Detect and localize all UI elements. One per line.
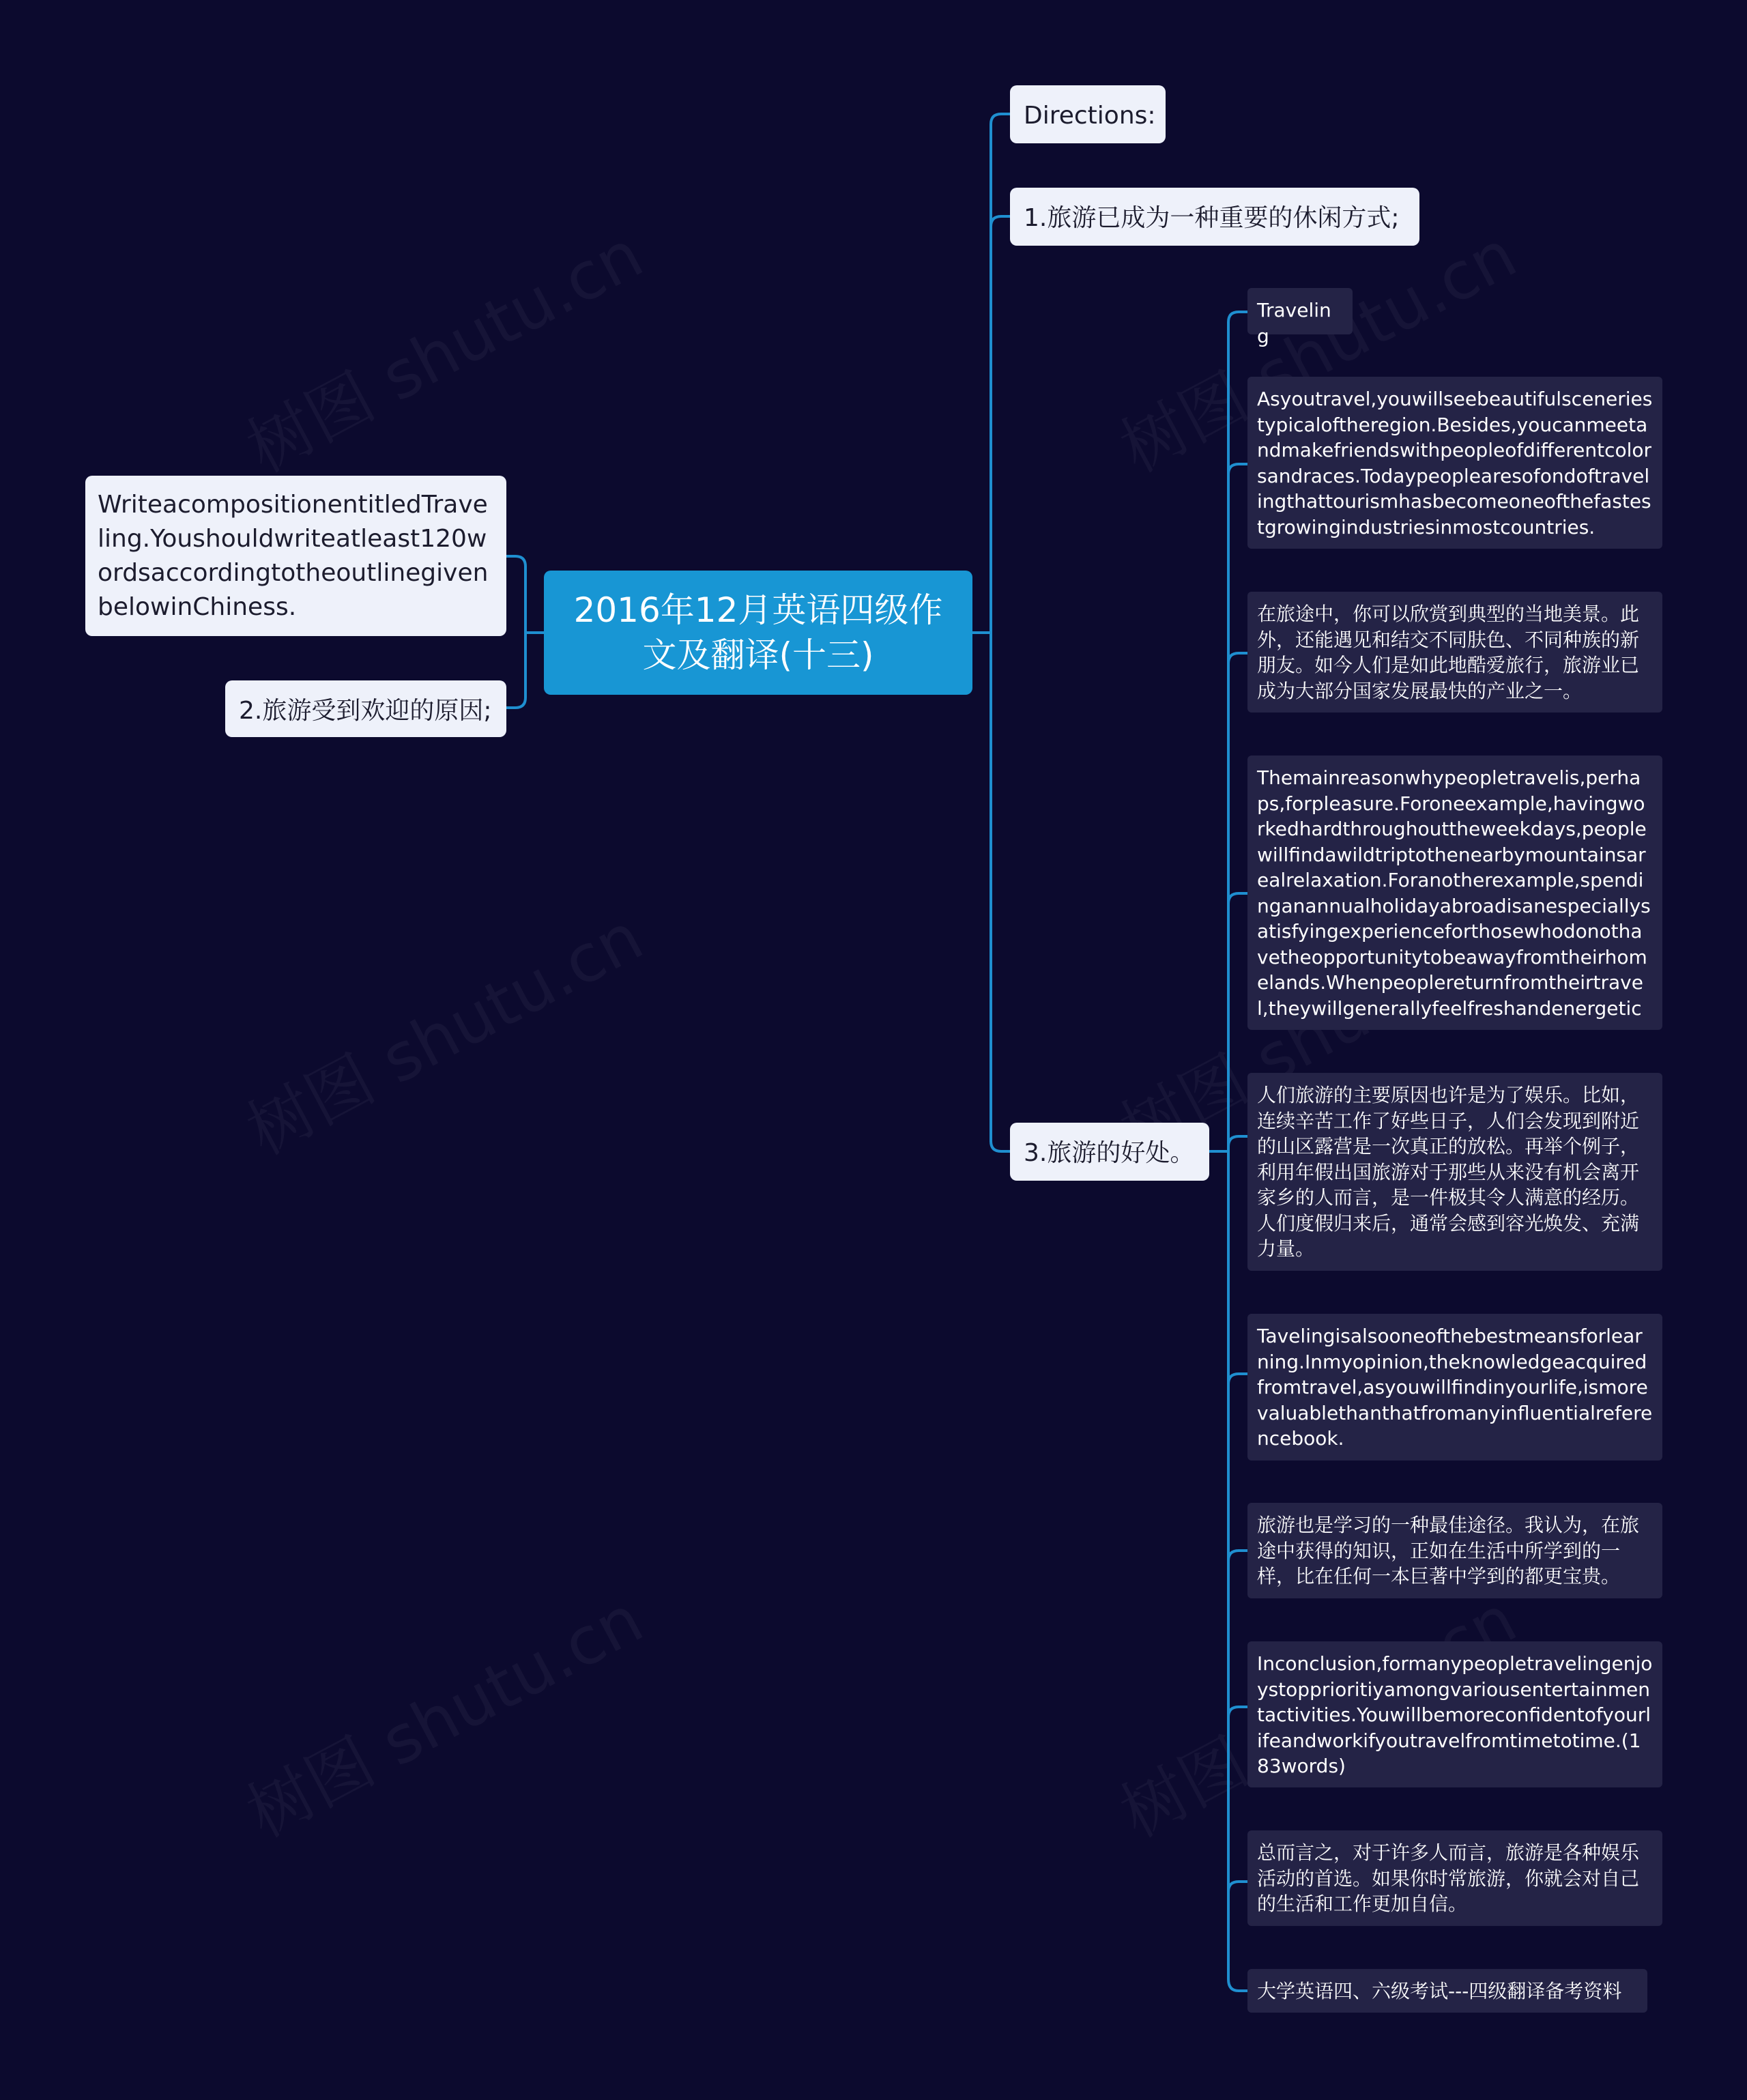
topic-writing-prompt[interactable]: WriteacompositionentitledTraveling.Youshouldwriteatleast120wordsaccordingtotheoutlinegivenbelowinChiness. [85,476,506,636]
connector-detail [1228,1551,1247,1561]
connector-point3 [991,1141,1010,1151]
connector-detail [1228,653,1247,663]
detail-paragraph-cn[interactable]: 旅游也是学习的一种最佳途径。我认为，在旅途中获得的知识，正如在生活中所学到的一样，比在任何一本巨著中学到的都更宝贵。 [1247,1503,1662,1598]
detail-paragraph-en[interactable]: Themainreasonwhypeopletravelis,perhaps,forpleasure.Foroneexample,havingworkedhardthroughouttheweekdays,peoplewillfindawildtriptothenearbymountainsarealrelaxation.Foranotherexample,spendinganannualholidayabroadisanespeciallysatisfyingexperienceforthosewhodonothavetheopportunitytobeawayfromtheirhomelands.Whenpeoplereturnfromtheirtravel,theywillgenerallyfeelfreshandenergetic [1247,756,1662,1030]
connector-detail [1228,1707,1247,1717]
connector-detail [1228,1136,1247,1147]
detail-traveling-title[interactable]: Traveling [1247,288,1353,334]
topic-point3[interactable]: 3.旅游的好处。 [1010,1123,1209,1181]
detail-paragraph-en[interactable]: Asyoutravel,youwillseebeautifulsceneriestypicaloftheregion.Besides,youcanmeetandmakefriendswithpeopleofdifferentcolorsandraces.Todaypeoplearesofondoftravelingthattourismhasbecomeoneofthefastestgrowingindustriesinmostcountries. [1247,377,1662,549]
topic-point1[interactable]: 1.旅游已成为一种重要的休闲方式; [1010,188,1419,246]
detail-paragraph-cn[interactable]: 在旅途中，你可以欣赏到典型的当地美景。此外，还能遇见和结交不同肤色、不同种族的新朋友。如今人们是如此地酷爱旅行，旅游业已成为大部分国家发展最快的产业之一。 [1247,592,1662,713]
detail-paragraph-en[interactable]: Inconclusion,formanypeopletravelingenjoystopprioritiyamongvariousentertainmentactivities.Youwillbemoreconfidentofyourlifeandworkifyoutravelfromtimetotime.(183words) [1247,1641,1662,1787]
connector-right-trunk [991,114,1010,1141]
connector-detail [1228,893,1247,904]
connector-detail [1228,1374,1247,1384]
topic-reason-popular[interactable]: 2.旅游受到欢迎的原因; [225,680,506,737]
detail-reference-note[interactable]: 大学英语四、六级考试---四级翻译备考资料 [1247,1969,1647,2013]
topic-directions[interactable]: Directions: [1010,85,1166,143]
connector-point1 [991,216,1010,227]
connector-details-trunk [1228,312,1247,1991]
connector-detail [1228,464,1247,474]
detail-paragraph-cn[interactable]: 人们旅游的主要原因也许是为了娱乐。比如，连续辛苦工作了好些日子，人们会发现到附近的山区露营是一次真正的放松。再举个例子，利用年假出国旅游对于那些从来没有机会离开家乡的人而言，是一件极其令人满意的经历。人们度假归来后，通常会感到容光焕发、充满力量。 [1247,1073,1662,1271]
detail-paragraph-cn[interactable]: 总而言之，对于许多人而言，旅游是各种娱乐活动的首选。如果你时常旅游，你就会对自己的生活和工作更加自信。 [1247,1830,1662,1926]
detail-paragraph-en[interactable]: Tavelingisalsooneofthebestmeansforlearning.Inmyopinion,theknowledgeacquiredfromtravel,asyouwillfindinyourlife,ismorevaluablethanthatfromanyinfluentialreferencebook. [1247,1314,1662,1461]
connector-root-left [506,556,544,633]
connector-root-left [506,633,525,708]
connector-detail [1228,1882,1247,1892]
root-topic[interactable]: 2016年12月英语四级作文及翻译(十三) [544,571,972,695]
